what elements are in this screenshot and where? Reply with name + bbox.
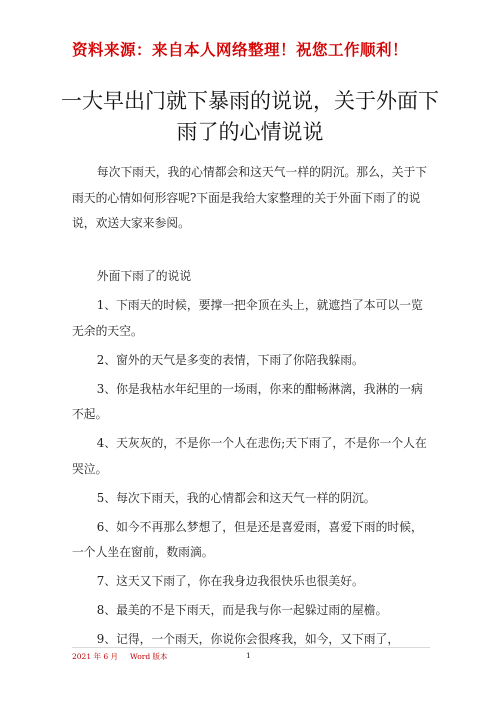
list-item: 5、每次下雨天，我的心情都会和这天气一样的阴沉。 <box>96 490 376 505</box>
list-item: 9、记得，一个雨天，你说你会很疼我，如今，又下雨了， <box>96 632 400 646</box>
footer-divider <box>72 647 430 648</box>
footer-edition: Word 版本 <box>130 652 168 661</box>
page-number: 1 <box>246 651 251 660</box>
intro-paragraph: 每次下雨天，我的心情都会和这天气一样的阴沉。那么，关于下雨天的心情如何形容呢?下面是我给大家整理的关于外面下雨了的说说，欢送大家来参阅。 <box>72 165 428 230</box>
intro-section <box>72 160 430 237</box>
list-item: 2、窗外的天气是多变的表情，下雨了你陪我躲雨。 <box>96 352 364 367</box>
sayings-section <box>72 264 430 656</box>
document-title: 一大早出门就下暴雨的说说，关于外面下雨了的心情说说 <box>61 89 439 144</box>
list-item: 8、最美的不是下雨天，而是我与你一起躲过雨的屋檐。 <box>96 603 388 617</box>
footer-date: 2021 年 6 月 <box>72 652 119 661</box>
section-heading: 外面下雨了的说说 <box>96 269 192 283</box>
footer-info <box>72 651 168 662</box>
list-item: 4、天灰灰的，不是你一个人在悲伤;天下雨了，不是你一个人在哭泣。 <box>72 436 427 476</box>
source-banner: 资料来源：来自本人网络整理！祝您工作顺利！ <box>72 40 409 59</box>
list-item: 1、下雨天的时候，要撑一把伞顶在头上，就遮挡了本可以一览无余的天空。 <box>72 298 423 338</box>
list-item: 3、你是我枯水年纪里的一场雨，你来的酣畅淋漓，我淋的一病不起。 <box>72 381 423 421</box>
list-item: 6、如今不再那么梦想了，但是还是喜爱雨，喜爱下雨的时候，一个人坐在窗前，数雨滴。 <box>72 519 423 559</box>
list-item: 7、这天又下雨了，你在我身边我很快乐也很美好。 <box>96 574 364 588</box>
